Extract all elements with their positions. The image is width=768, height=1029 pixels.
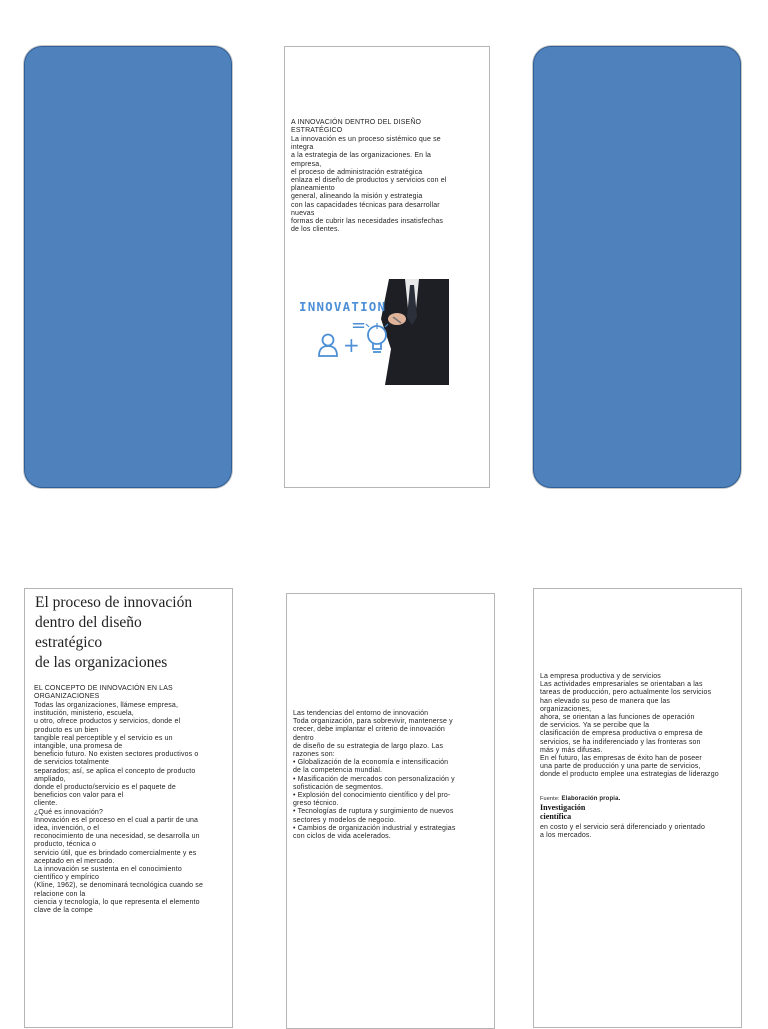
innovation-body: La innovación es un proceso sistémico que se integra a la estrategia de las organizaciones. En la empresa, el proceso de administración estratégica enlaza el diseño de productos y servicios con el planeamiento general, alineando la misión y estrategia con las capacidades técnicas para desarrollar nuevas formas de cubrir las necesidades insatisfechas de los clientes. — [291, 136, 447, 234]
person-icon — [317, 333, 339, 362]
trends-body: Las tendencias del entorno de innovación Toda organización, para sobrevivir, mantenerse y crecer, debe implantar el criterio de innovación dentro de diseño de su estrategia de largo plazo. Las razones son: • Globalización de la economía e intensificación de la competencia mundial. • Masificación de mercados con personalización y sofisticación de segmentos. • Explosión del conocimiento científico y del pro- greso técnico. • Tecnologías de ruptura y surgimiento de nuevos sectores y modelos de negocio. • Cambios de organización industrial y estrategias con ciclos de vida acelerados. — [293, 710, 456, 841]
blue-card-left — [24, 46, 232, 488]
concept-body: Todas las organizaciones, llámese empresa, institución, ministerio, escuela, u otro, ofrece productos y servicios, donde el producto es un bien tangible real perceptible y el servicio es un intangible, una promesa de beneficio futuro. No existen sectores productivos o de servicios totalmente separados; así, se aplica el concepto de producto ampliado, donde el producto/servicio es el paquete de beneficios con valor para el cliente. ¿Qué es innovación? Innovación es el proceso en el cual a partir de una idea, invención, o el reconocimiento de una necesidad, se desarrolla un producto, técnica o servicio útil, que es brindado comercialmente y es aceptado en el mercado. La innovación se sustenta en el conocimiento científico y empírico (Kline, 1962), se denominará tecnológica cuando se relacione con la ciencia y tecnología, lo que representa el elemento clave de la compe — [34, 702, 203, 915]
services-body-end: en costo y el servicio será diferenciado y orientado a los mercados. — [540, 824, 705, 840]
innovation-heading: A INNOVACIÓN DENTRO DEL DISEÑO ESTRATÉGICO — [291, 119, 422, 135]
page-bottom-left — [24, 588, 233, 1028]
innovation-word: INNOVATION — [299, 299, 387, 314]
services-body: La empresa productiva y de servicios Las actividades empresariales se orientaban a las tareas de producción, pero actualmente los servicios han elevado su peso de manera que las organizaciones, ahora, se orientan a las funciones de operación de servicios. Ya se percibe que la clasificación de empresa productiva o empresa de servicios, se ha indiferenciado y las fronteras son más y más difusas. En el futuro, las empresas de éxito han de poseer una parte de producción y una parte de servicios, donde el producto emplee una estrategias de liderazgo — [540, 673, 719, 779]
lightbulb-icon — [365, 323, 389, 362]
page-bottom-right — [533, 588, 742, 1028]
blue-card-right — [533, 46, 741, 488]
page-bottom-middle — [286, 593, 495, 1029]
source-text: Elaboración propia. — [559, 796, 621, 802]
document-title: El proceso de innovación dentro del diseño estratégico de las organizaciones — [35, 594, 193, 671]
source-label: Fuente: — [540, 796, 560, 802]
concept-subheading: EL CONCEPTO DE INNOVACIÓN EN LAS ORGANIZACIONES — [34, 685, 173, 701]
page-top-middle — [284, 46, 490, 488]
innovation-illustration — [293, 279, 449, 385]
plus-sign: + — [343, 333, 360, 357]
scientific-research-label: Investigación científica — [540, 803, 586, 821]
source-note — [540, 795, 740, 803]
equals-sign: = — [351, 315, 367, 336]
